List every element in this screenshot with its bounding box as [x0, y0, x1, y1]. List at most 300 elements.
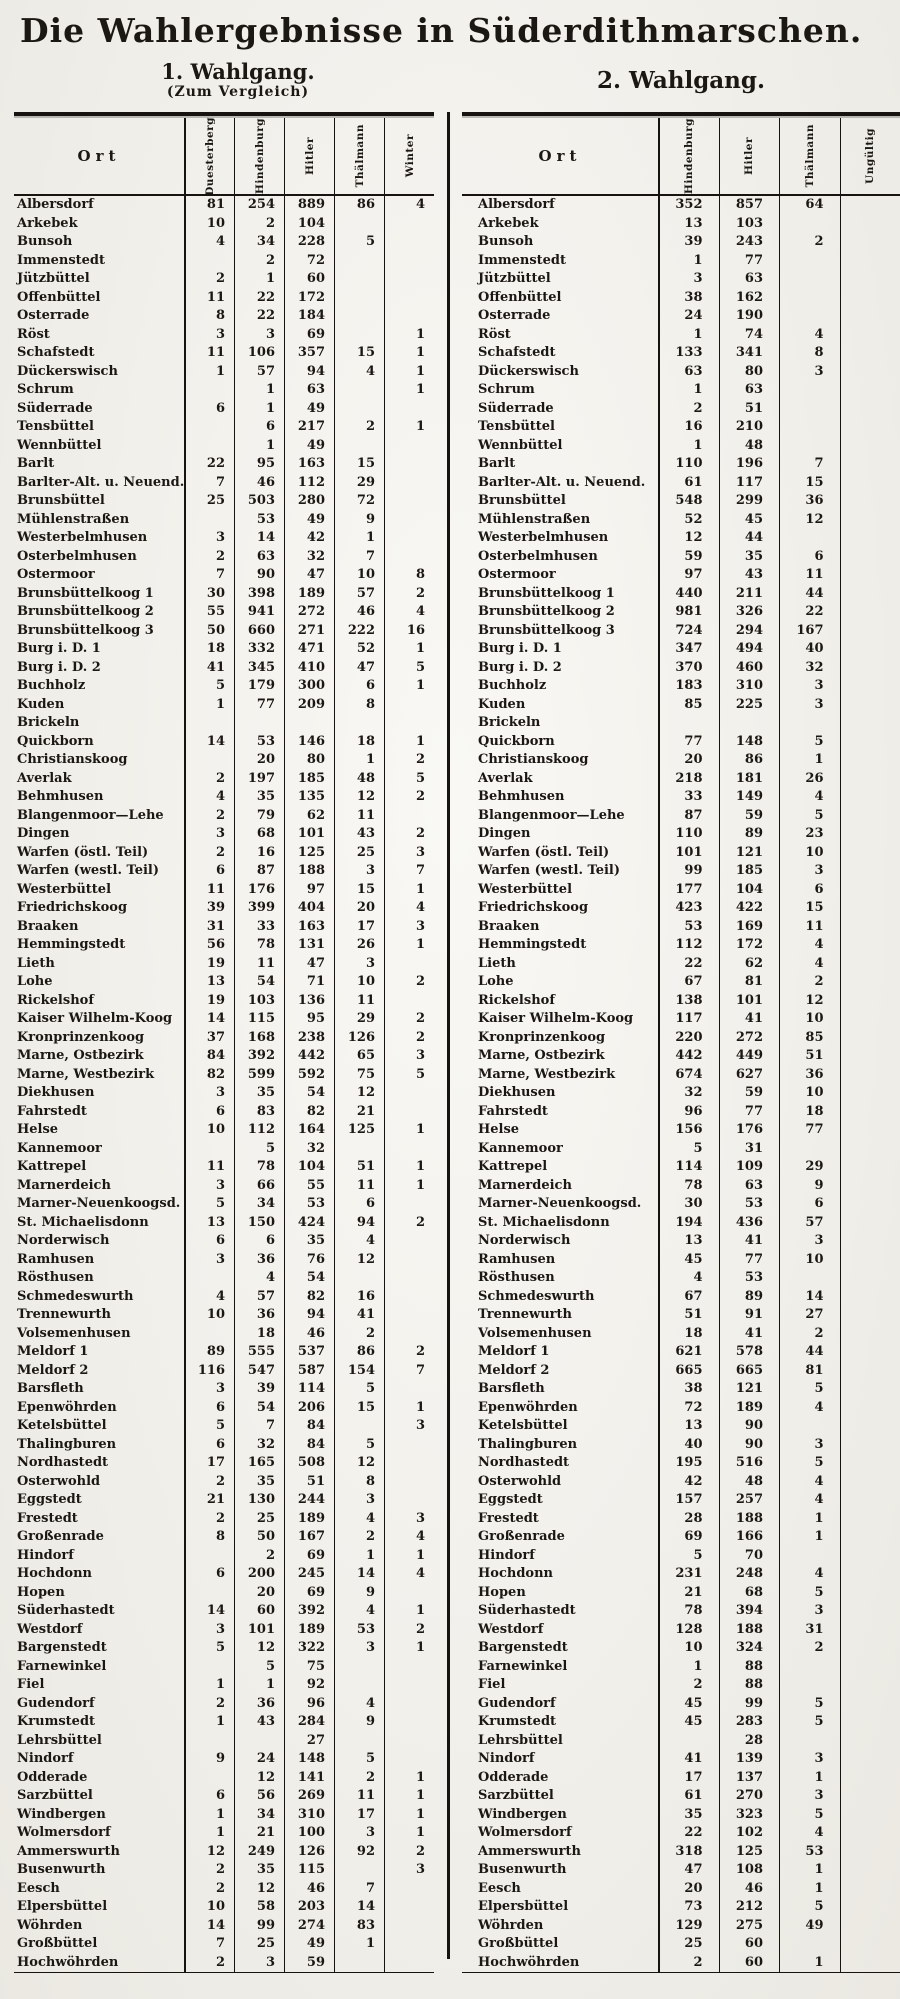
value-cell: 392: [234, 1047, 284, 1066]
value-cell: 299: [719, 492, 780, 511]
ort-cell: Warfen (westl. Teil): [17, 863, 159, 878]
table-row: [14, 788, 434, 807]
ort-cell: Tensbüttel: [478, 419, 555, 434]
value-cell: 20: [234, 751, 284, 770]
table-row: [462, 973, 900, 992]
value-cell: [840, 1103, 900, 1122]
ort-cell: Elpersbüttel: [478, 1899, 569, 1914]
table-row: [462, 603, 900, 622]
table-row: [14, 1066, 434, 1085]
ort-cell: Burg i. D. 2: [478, 659, 562, 675]
value-cell: 42: [284, 529, 334, 548]
ort-cell: Tensbüttel: [17, 419, 94, 434]
value-cell: 69: [284, 326, 334, 345]
ort-cell: Nindorf: [478, 1751, 535, 1766]
vertical-divider-rule: [447, 112, 450, 1959]
value-cell: 2: [384, 1843, 434, 1862]
value-cell: 18: [334, 733, 384, 752]
value-cell: 2: [384, 585, 434, 604]
table-row: [14, 270, 434, 289]
value-cell: 13: [658, 1417, 719, 1436]
value-cell: [840, 1473, 900, 1492]
value-cell: 48: [719, 437, 780, 456]
value-cell: 22: [658, 1824, 719, 1843]
table-row: [14, 344, 434, 363]
table-row: [14, 1732, 434, 1751]
value-cell: 55: [184, 603, 234, 622]
table-row: [462, 1177, 900, 1196]
ort-cell: Rickelshof: [478, 992, 555, 1008]
ort-cell: Fahrstedt: [478, 1103, 548, 1119]
value-cell: 2: [184, 548, 234, 567]
value-cell: 116: [184, 1362, 234, 1381]
value-cell: 32: [779, 659, 840, 678]
value-cell: 294: [719, 622, 780, 641]
value-cell: [840, 992, 900, 1011]
value-cell: 494: [719, 640, 780, 659]
value-cell: [719, 714, 780, 733]
value-cell: 99: [234, 1917, 284, 1936]
ort-cell: Westerbelmhusen: [17, 530, 148, 545]
value-cell: 12: [779, 511, 840, 530]
value-cell: 2: [184, 270, 234, 289]
value-cell: 11: [184, 881, 234, 900]
value-cell: 231: [658, 1565, 719, 1584]
value-cell: 62: [719, 955, 780, 974]
ort-cell: Rösthusen: [17, 1270, 94, 1285]
value-cell: 627: [719, 1066, 780, 1085]
ort-cell: Marnerdeich: [478, 1177, 572, 1193]
value-cell: 2: [334, 1325, 384, 1344]
value-cell: [840, 270, 900, 289]
value-cell: 11: [334, 807, 384, 826]
value-cell: 59: [719, 807, 780, 826]
value-cell: 59: [658, 548, 719, 567]
value-cell: [779, 1676, 840, 1695]
value-cell: 53: [234, 733, 284, 752]
table-row: [462, 1251, 900, 1270]
table-row: [14, 603, 434, 622]
value-cell: 21: [234, 1824, 284, 1843]
value-cell: 1: [384, 936, 434, 955]
value-cell: 3: [184, 529, 234, 548]
value-cell: [840, 1843, 900, 1862]
value-cell: [840, 418, 900, 437]
ort-cell: Schrum: [17, 382, 74, 397]
ort-cell: Friedrichskoog: [478, 900, 589, 915]
value-cell: 56: [184, 936, 234, 955]
table-row: [462, 270, 900, 289]
table-row: [462, 751, 900, 770]
value-cell: [384, 270, 434, 289]
value-cell: 269: [284, 1787, 334, 1806]
value-cell: [184, 1325, 234, 1344]
value-cell: 59: [284, 1954, 334, 1973]
table-row: [462, 1103, 900, 1122]
ort-cell: Ramhusen: [478, 1251, 556, 1267]
value-cell: 1: [184, 363, 234, 382]
table-row: [462, 1584, 900, 1603]
value-cell: [840, 233, 900, 252]
value-cell: 190: [719, 307, 780, 326]
ort-cell: Jützbüttel: [17, 271, 90, 286]
value-cell: 60: [284, 270, 334, 289]
ort-cell: Bunsoh: [17, 234, 73, 249]
table-row: [462, 1676, 900, 1695]
value-cell: [840, 844, 900, 863]
table-row: [14, 289, 434, 308]
value-cell: 108: [719, 1861, 780, 1880]
value-cell: 32: [284, 548, 334, 567]
table-row: [14, 899, 434, 918]
value-cell: 2: [184, 1695, 234, 1714]
value-cell: 10: [184, 1121, 234, 1140]
value-cell: 177: [658, 881, 719, 900]
value-cell: 22: [184, 455, 234, 474]
value-cell: 1: [658, 381, 719, 400]
value-cell: 2: [334, 418, 384, 437]
value-cell: 27: [284, 1732, 334, 1751]
value-cell: 15: [334, 881, 384, 900]
value-cell: 2: [658, 1954, 719, 1973]
table-row: [462, 955, 900, 974]
value-cell: 2: [658, 1676, 719, 1695]
value-cell: 54: [234, 1399, 284, 1418]
value-cell: 25: [234, 1935, 284, 1954]
value-cell: 69: [284, 1584, 334, 1603]
ort-cell: Quickborn: [478, 733, 555, 749]
value-cell: 2: [384, 788, 434, 807]
value-cell: [384, 1935, 434, 1954]
table-row: [462, 1417, 900, 1436]
table-header-row: [462, 118, 900, 196]
table-row: [14, 233, 434, 252]
value-cell: 165: [234, 1454, 284, 1473]
ort-cell: Warfen (östl. Teil): [478, 844, 610, 860]
table-row: [462, 1232, 900, 1251]
value-cell: 4: [334, 1695, 384, 1714]
value-cell: 4: [334, 1510, 384, 1529]
ort-cell: Ramhusen: [17, 1251, 95, 1267]
value-cell: 1: [384, 733, 434, 752]
value-cell: [384, 1436, 434, 1455]
ort-cell: Ammerswurth: [478, 1843, 581, 1859]
ort-cell: Offenbüttel: [17, 289, 101, 305]
ort-cell: Hopen: [478, 1584, 526, 1600]
table-row: [462, 1565, 900, 1584]
candidate-column-header: [658, 118, 719, 194]
value-cell: 3: [234, 326, 284, 345]
candidate-column-header: [719, 118, 780, 194]
ort-cell: Brunsbüttel: [478, 493, 566, 508]
value-cell: 39: [658, 233, 719, 252]
value-cell: 25: [234, 1510, 284, 1529]
value-cell: 5: [184, 1639, 234, 1658]
value-cell: [840, 1639, 900, 1658]
value-cell: 1: [184, 1713, 234, 1732]
ort-cell: Thalingburen: [17, 1436, 117, 1452]
value-cell: [840, 1658, 900, 1677]
value-cell: [840, 1510, 900, 1529]
value-cell: 218: [658, 770, 719, 789]
table-row: [14, 474, 434, 493]
value-cell: 35: [234, 788, 284, 807]
ort-cell: Barlt: [478, 456, 516, 471]
ort-cell: Odderade: [478, 1769, 549, 1785]
value-cell: 77: [719, 252, 780, 271]
value-cell: 5: [334, 1380, 384, 1399]
table-row: [14, 992, 434, 1011]
value-cell: 310: [284, 1806, 334, 1825]
value-cell: 91: [719, 1306, 780, 1325]
table-row: [14, 1195, 434, 1214]
value-cell: 347: [658, 640, 719, 659]
value-cell: 49: [284, 1935, 334, 1954]
ort-cell: Trennewurth: [478, 1307, 572, 1322]
ort-column-header: Ort: [538, 147, 582, 165]
value-cell: 35: [719, 548, 780, 567]
value-cell: 27: [779, 1306, 840, 1325]
value-cell: 80: [284, 751, 334, 770]
value-cell: 29: [334, 474, 384, 493]
value-cell: 141: [284, 1769, 334, 1788]
value-cell: 51: [658, 1306, 719, 1325]
table-row: [14, 1954, 434, 1973]
value-cell: 80: [719, 363, 780, 382]
value-cell: [840, 1824, 900, 1843]
ort-cell: Mühlenstraßen: [17, 511, 130, 527]
value-cell: 1: [384, 326, 434, 345]
value-cell: [779, 270, 840, 289]
value-cell: 176: [234, 881, 284, 900]
value-cell: 4: [779, 1473, 840, 1492]
value-cell: 15: [779, 899, 840, 918]
value-cell: 1: [779, 1880, 840, 1899]
ort-cell: Wennbüttel: [17, 437, 102, 453]
value-cell: 10: [184, 1898, 234, 1917]
value-cell: 19: [184, 955, 234, 974]
ort-cell: Brunsbüttelkoog 2: [17, 604, 154, 619]
table-row: [14, 418, 434, 437]
table-row: [462, 196, 900, 215]
value-cell: 12: [234, 1880, 284, 1899]
value-cell: 283: [719, 1713, 780, 1732]
value-cell: [840, 455, 900, 474]
value-cell: 65: [334, 1047, 384, 1066]
value-cell: 40: [658, 1436, 719, 1455]
ort-cell: Burg i. D. 2: [17, 659, 101, 675]
value-cell: 6: [334, 677, 384, 696]
ort-cell: Farnewinkel: [478, 1658, 568, 1674]
table-row: [14, 1047, 434, 1066]
value-cell: 66: [234, 1177, 284, 1196]
value-cell: [779, 1547, 840, 1566]
table-row: [14, 862, 434, 881]
ort-cell: Meldorf 1: [478, 1344, 550, 1359]
candidate-column-header: [234, 118, 284, 194]
value-cell: 52: [658, 511, 719, 530]
value-cell: [840, 751, 900, 770]
value-cell: 6: [779, 1195, 840, 1214]
value-cell: 79: [234, 807, 284, 826]
table-row: [462, 1824, 900, 1843]
table-row: [462, 825, 900, 844]
value-cell: 126: [334, 1029, 384, 1048]
table-row: [14, 751, 434, 770]
value-cell: 7: [234, 1417, 284, 1436]
value-cell: 9: [334, 1584, 384, 1603]
value-cell: 96: [284, 1695, 334, 1714]
value-cell: 189: [284, 585, 334, 604]
value-cell: 1: [334, 1935, 384, 1954]
ort-cell: Albersdorf: [478, 197, 555, 212]
value-cell: 90: [719, 1417, 780, 1436]
value-cell: 6: [234, 418, 284, 437]
value-cell: [840, 566, 900, 585]
candidate-column-label: Hitler: [743, 137, 756, 175]
value-cell: 10: [779, 1251, 840, 1270]
value-cell: 11: [334, 992, 384, 1011]
value-cell: 5: [779, 1713, 840, 1732]
value-cell: 2: [184, 807, 234, 826]
ort-cell: Großbüttel: [478, 1936, 559, 1951]
table-row: [14, 1639, 434, 1658]
value-cell: 87: [234, 862, 284, 881]
value-cell: 36: [779, 492, 840, 511]
value-cell: 75: [284, 1658, 334, 1677]
ort-cell: Averlak: [17, 770, 72, 786]
value-cell: [840, 1621, 900, 1640]
table-row: [462, 1639, 900, 1658]
table-row: [14, 1769, 434, 1788]
value-cell: [840, 1325, 900, 1344]
value-cell: 49: [779, 1917, 840, 1936]
value-cell: 2: [184, 844, 234, 863]
value-cell: 436: [719, 1214, 780, 1233]
table-row: [462, 807, 900, 826]
value-cell: 341: [719, 344, 780, 363]
value-cell: 103: [719, 215, 780, 234]
value-cell: 109: [719, 1158, 780, 1177]
value-cell: 12: [334, 1084, 384, 1103]
value-cell: [840, 1454, 900, 1473]
value-cell: 60: [719, 1935, 780, 1954]
value-cell: [384, 1140, 434, 1159]
value-cell: [184, 1658, 234, 1677]
value-cell: 61: [658, 1787, 719, 1806]
value-cell: 981: [658, 603, 719, 622]
table-row: [462, 677, 900, 696]
value-cell: 70: [719, 1547, 780, 1566]
ort-cell: Bargenstedt: [478, 1640, 568, 1655]
value-cell: [840, 437, 900, 456]
value-cell: 92: [284, 1676, 334, 1695]
value-cell: [384, 1195, 434, 1214]
value-cell: 53: [284, 1195, 334, 1214]
value-cell: 45: [658, 1695, 719, 1714]
value-cell: 2: [184, 770, 234, 789]
table-row: [14, 400, 434, 419]
ort-cell: Volsemenhusen: [478, 1325, 592, 1341]
value-cell: 21: [334, 1103, 384, 1122]
value-cell: 125: [284, 844, 334, 863]
table-row: [14, 770, 434, 789]
ort-cell: Hindorf: [17, 1547, 74, 1563]
value-cell: 51: [334, 1158, 384, 1177]
value-cell: 112: [234, 1121, 284, 1140]
value-cell: 3: [234, 1954, 284, 1973]
value-cell: [840, 1399, 900, 1418]
value-cell: 67: [658, 1288, 719, 1307]
value-cell: 41: [719, 1010, 780, 1029]
value-cell: 23: [779, 825, 840, 844]
value-cell: 228: [284, 233, 334, 252]
value-cell: 149: [719, 788, 780, 807]
value-cell: 13: [658, 215, 719, 234]
table-row: [462, 1047, 900, 1066]
value-cell: [384, 1084, 434, 1103]
value-cell: 548: [658, 492, 719, 511]
value-cell: 3: [184, 326, 234, 345]
value-cell: 85: [658, 696, 719, 715]
value-cell: [334, 1954, 384, 1973]
table-row: [462, 363, 900, 382]
value-cell: 2: [384, 973, 434, 992]
value-cell: 11: [334, 1177, 384, 1196]
table-row: [14, 1695, 434, 1714]
value-cell: [184, 511, 234, 530]
value-cell: 15: [334, 455, 384, 474]
value-cell: 76: [284, 1251, 334, 1270]
value-cell: [779, 252, 840, 271]
value-cell: [384, 215, 434, 234]
table-row: [462, 659, 900, 678]
value-cell: 3: [334, 955, 384, 974]
table-row: [462, 936, 900, 955]
ort-cell: Marne, Westbezirk: [478, 1066, 616, 1082]
ort-cell: Burg i. D. 1: [17, 641, 101, 656]
value-cell: 1: [334, 529, 384, 548]
value-cell: [840, 585, 900, 604]
ort-cell: Mühlenstraßen: [478, 511, 591, 527]
value-cell: [840, 1269, 900, 1288]
value-cell: 516: [719, 1454, 780, 1473]
value-cell: 3: [334, 1491, 384, 1510]
table-body: [462, 196, 900, 1973]
value-cell: 11: [334, 1787, 384, 1806]
value-cell: 77: [719, 1251, 780, 1270]
value-cell: 1: [384, 881, 434, 900]
value-cell: 300: [284, 677, 334, 696]
value-cell: 163: [284, 455, 334, 474]
value-cell: [840, 1343, 900, 1362]
value-cell: 72: [658, 1399, 719, 1418]
value-cell: [840, 1935, 900, 1954]
value-cell: 15: [334, 344, 384, 363]
value-cell: [384, 1269, 434, 1288]
ort-cell: Immenstedt: [478, 252, 567, 268]
table-row: [462, 1658, 900, 1677]
value-cell: 310: [719, 677, 780, 696]
table-row: [14, 1806, 434, 1825]
value-cell: [658, 1732, 719, 1751]
table-row: [14, 1935, 434, 1954]
first-ballot-title: 1. Wahlgang.: [161, 59, 315, 84]
table-row: [462, 1510, 900, 1529]
table-row: [462, 1473, 900, 1492]
value-cell: 323: [719, 1806, 780, 1825]
value-cell: 49: [284, 400, 334, 419]
